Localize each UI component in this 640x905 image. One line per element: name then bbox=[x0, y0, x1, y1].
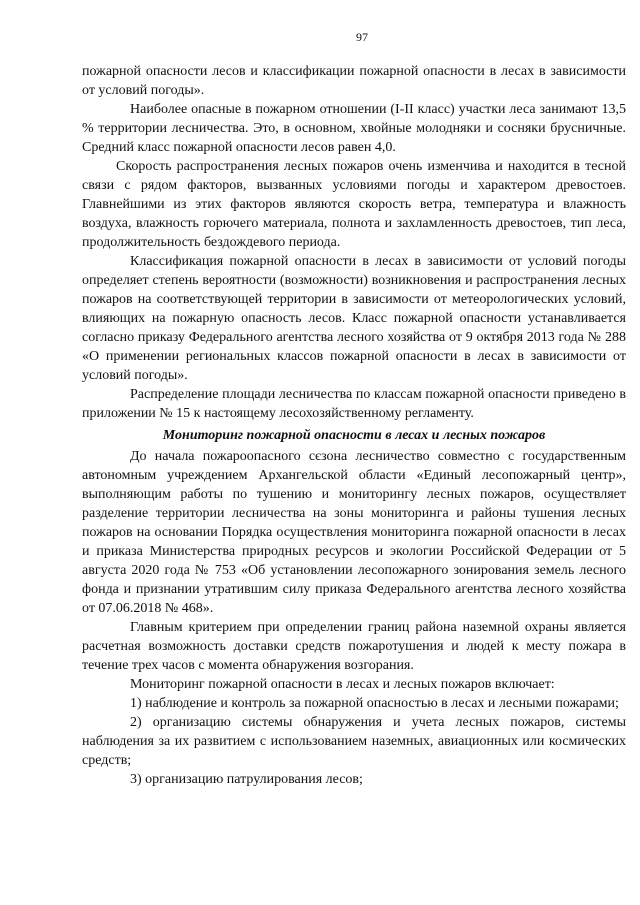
paragraph-fire-season-zoning: До начала пожароопасного сєзона лесничество совместно с государственным автономным учреждением Архангельской области «Единый лесопожарный центр», выполняющим работы по тушению и мониторингу лесных пожаров, осуществляет разделение территории лесничества на зоны мониторинга и районы тушения лесных пожаров на основании Порядка осуществления мониторинга пожарной опасности в лесах и приказа Министерства природных ресурсов и экологии Российской Федерации от 5 августа 2020 года № 753 «Об установлении лесопожарного зонирования земель лесного фонда и признании утратившим силу приказа Федерального агентства лесного хозяйства от 07.06.2018 № 468». bbox=[82, 449, 626, 616]
paragraph-monitoring-includes: Мониторинг пожарной опасности в лесах и лесных пожаров включает: bbox=[130, 677, 555, 692]
list-item-3: 3) организацию патрулирования лесов; bbox=[130, 772, 363, 787]
document-page bbox=[82, 30, 626, 789]
section-heading-monitoring: Мониторинг пожарной опасности в лесах и лесных пожаров bbox=[162, 428, 546, 443]
paragraph-area-distribution: Распределение площади лесничества по классам пожарной опасности приведено в приложении № 15 к настоящему лесохозяйственному регламенту. bbox=[82, 387, 626, 421]
paragraph-main-criterion: Главным критерием при определении границ района наземной охраны является расчетная возможность доставки средств пожаротушения и людей к месту пожара в течение трех часов с момента обнаружения возгорания. bbox=[82, 620, 626, 673]
list-item-2: 2) организацию системы обнаружения и учета лесных пожаров, системы наблюдения за их развитием с использованием наземных, авиационных или космических средств; bbox=[82, 715, 626, 768]
page-number: 97 bbox=[356, 30, 368, 44]
paragraph-fire-spread-speed: Скорость распространения лесных пожаров очень изменчива и находится в тесной связи с рядом факторов, вызванных условиями погоды и характером древостоев. Главнейшими из этих факторов являются скорость ветра, температура и влажность воздуха, влажность горючего материала, полнота и захламленность древостоев, тип леса, продолжительность бездождевого периода. bbox=[82, 159, 626, 250]
paragraph-dangerous-areas: Наиболее опасные в пожарном отношении (I-II класс) участки леса занимают 13,5 % территории лесничества. Это, в основном, хвойные молодняки и сосняки брусничные. Средний класс пожарной опасности лесов равен 4,0. bbox=[82, 102, 626, 155]
paragraph-fire-danger-classification: Классификация пожарной опасности в лесах в зависимости от условий погоды определяет степень вероятности (возможности) возникновения и распространения лесных пожаров на соответствующей территории в зависимости от метеорологических условий, влияющих на пожарную опасность лесов. Класс пожарной опасности устанавливается согласно приказу Федерального агентства лесного хозяйства от 9 октября 2013 года № 288 «О применении региональных классов пожарной опасности в лесах в зависимости от условий погоды». bbox=[82, 254, 626, 383]
paragraph-continuation: пожарной опасности лесов и классификации пожарной опасности в лесах в зависимости от условий погоды». bbox=[82, 64, 626, 98]
list-item-1: 1) наблюдение и контроль за пожарной опасностью в лесах и лесными пожарами; bbox=[130, 696, 619, 711]
